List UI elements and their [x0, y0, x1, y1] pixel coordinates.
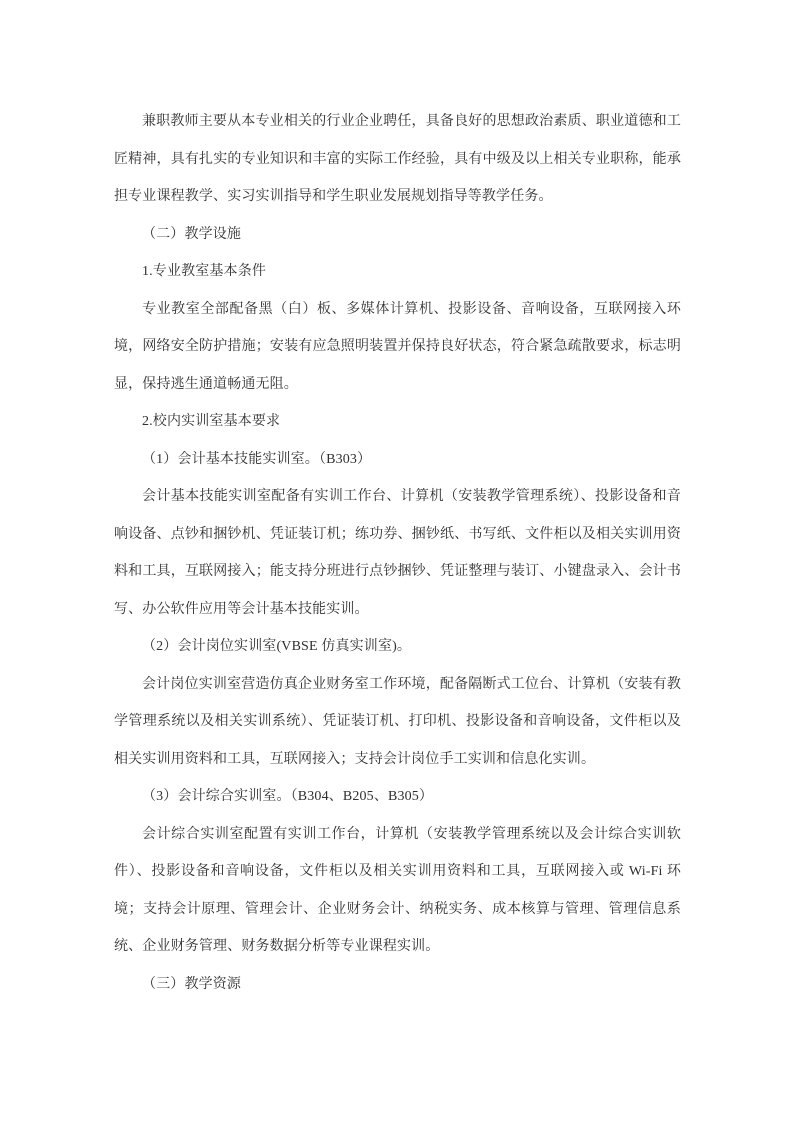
heading-teaching-resources: （三）教学资源	[142, 976, 242, 992]
heading-comprehensive-training-room: （3）会计综合实训室。（B304、B205、B305）	[142, 789, 434, 804]
document-page	[114, 103, 681, 1003]
paragraph-classroom-equipment: 专业教室全部配备黑（白）板、多媒体计算机、投影设备、音响设备，互联网接入环境，网络安全防护措施；安装有应急照明装置并保持良好状态，符合紧急疏散要求，标志明显，保持逃生通道畅通无阻。	[114, 301, 681, 392]
paragraph-part-time-teachers: 兼职教师主要从本专业相关的行业企业聘任，具备良好的思想政治素质、职业道德和工匠精神，具有扎实的专业知识和丰富的实际工作经验，具有中级及以上相关专业职称，能承担专业课程教学、实习实训指导和学生职业发展规划指导等教学任务。	[114, 114, 681, 204]
heading-accounting-post-training-room: （2）会计岗位实训室(VBSE 仿真实训室)。	[142, 639, 412, 654]
paragraph-basic-skills-training-room-detail: 会计基本技能实训室配备有实训工作台、计算机（安装教学管理系统）、投影设备和音响设备、点钞和捆钞机、凭证装订机；练功券、捆钞纸、书写纸、文件柜以及相关实训用资料和工具，互联网接入；能支持分班进行点钞捆钞、凭证整理与装订、小键盘录入、会计书写、办公软件应用等会计基本技能实训。	[114, 489, 681, 617]
heading-basic-skills-training-room: （1）会计基本技能实训室。（B303）	[142, 451, 372, 467]
heading-campus-training-room-requirements: 2.校内实训室基本要求	[142, 414, 281, 429]
heading-teaching-facilities: （二）教学设施	[142, 226, 242, 242]
paragraph-accounting-post-training-room-detail: 会计岗位实训室营造仿真企业财务室工作环境，配备隔断式工位台、计算机（安装有教学管理系统以及相关实训系统）、凭证装订机、打印机、投影设备和音响设备，文件柜以及相关实训用资料和工具，互联网接入；支持会计岗位手工实训和信息化实训。	[114, 676, 681, 767]
heading-classroom-basic-conditions: 1.专业教室基本条件	[142, 264, 266, 279]
paragraph-comprehensive-training-room-detail: 会计综合实训室配置有实训工作台，计算机（安装教学管理系统以及会计综合实训软件）、投影设备和音响设备，文件柜以及相关实训用资料和工具，互联网接入或 Wi-Fi 环境；支持会计原理、管理会计、企业财务会计、纳税实务、成本核算与管理、管理信息系统、企业财务管理、财务数据分析等专业课程实训。	[114, 826, 681, 954]
